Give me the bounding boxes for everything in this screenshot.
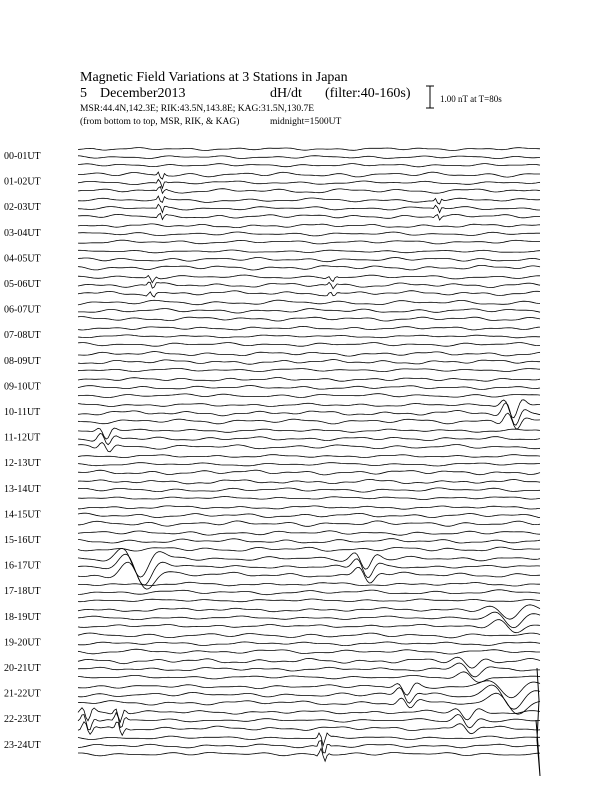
station-trace-msr	[78, 394, 540, 398]
station-trace-kag	[78, 300, 540, 305]
trace-lines	[78, 148, 540, 776]
station-trace-kag	[78, 172, 540, 179]
station-trace-rik	[78, 179, 540, 188]
station-trace-kag	[78, 224, 540, 228]
station-trace-rik	[78, 403, 540, 426]
station-trace-rik	[78, 258, 540, 262]
station-trace-rik	[78, 741, 540, 753]
hour-label: 20-21UT	[4, 663, 41, 674]
station-trace-rik	[78, 204, 540, 212]
station-trace-kag	[78, 657, 540, 668]
station-trace-kag	[78, 148, 540, 151]
hour-label: 05-06UT	[4, 279, 41, 290]
station-trace-rik	[78, 386, 540, 390]
station-trace-msr	[78, 213, 540, 220]
station-trace-kag	[78, 605, 540, 619]
hour-label: 01-02UT	[4, 176, 41, 188]
station-trace-kag	[78, 400, 540, 418]
station-trace-msr	[78, 722, 540, 736]
station-trace-msr	[78, 368, 540, 371]
station-trace-rik	[78, 642, 540, 646]
hour-label: 08-09UT	[4, 355, 41, 367]
hour-label: 16-17UT	[4, 560, 41, 572]
scale-bar	[426, 86, 434, 108]
station-trace-kag	[78, 352, 540, 357]
station-trace-msr	[78, 164, 540, 167]
hour-label: 19-20UT	[4, 637, 41, 649]
station-trace-rik	[78, 434, 540, 445]
station-trace-msr	[78, 620, 540, 633]
station-trace-kag	[78, 548, 540, 577]
hour-label: 00-01UT	[4, 151, 41, 162]
station-trace-kag	[78, 479, 540, 483]
date-month-year: December2013	[100, 86, 186, 101]
hour-label: 09-10UT	[4, 381, 41, 393]
station-trace-rik	[78, 663, 540, 677]
scale-label: 1.00 nT at T=80s	[440, 94, 502, 104]
station-trace-rik	[78, 156, 540, 159]
station-trace-rik	[78, 463, 540, 466]
station-trace-kag	[78, 681, 540, 698]
station-trace-msr	[78, 187, 540, 194]
chart-title: Magnetic Field Variations at 3 Stations in Japan	[80, 70, 348, 85]
hour-label: 04-05UT	[4, 253, 41, 265]
station-trace-kag	[78, 455, 540, 458]
hour-label: 15-16UT	[4, 535, 41, 546]
station-trace-rik	[78, 282, 540, 289]
hour-label: 21-22UT	[4, 688, 41, 700]
station-trace-kag	[78, 633, 540, 638]
station-coordinates: MSR:44.4N,142.3E; RIK:43.5N,143.8E; KAG:31.5N,130.7E	[80, 104, 315, 114]
station-trace-msr	[78, 521, 540, 526]
station-trace-msr	[78, 470, 540, 475]
hour-label: 17-18UT	[4, 586, 41, 598]
quantity-label: dH/dt	[270, 86, 302, 101]
hour-label: 11-12UT	[4, 432, 41, 444]
station-trace-kag	[78, 733, 540, 746]
station-trace-msr	[78, 317, 540, 321]
hour-label: 13-14UT	[4, 483, 41, 495]
hour-labels	[4, 151, 41, 751]
station-trace-msr	[78, 291, 540, 297]
hour-label: 07-08UT	[4, 330, 41, 342]
station-trace-kag	[78, 531, 540, 535]
station-trace-rik	[78, 713, 540, 730]
station-trace-msr	[78, 343, 540, 347]
station-trace-rik	[78, 360, 540, 365]
station-trace-msr	[78, 443, 540, 452]
station-trace-msr	[78, 265, 540, 270]
midnight-note: midnight=1500UT	[270, 117, 342, 127]
station-trace-rik	[78, 513, 540, 517]
station-trace-kag	[78, 378, 540, 382]
station-trace-msr	[78, 497, 540, 500]
station-trace-rik	[78, 590, 540, 595]
date-day: 5	[80, 86, 87, 101]
station-trace-kag	[78, 250, 540, 253]
station-trace-msr	[78, 240, 540, 244]
hour-label: 06-07UT	[4, 304, 41, 316]
station-trace-msr	[78, 748, 540, 761]
end-spike	[536, 668, 540, 776]
hour-label: 18-19UT	[4, 611, 41, 623]
hour-label: 23-24UT	[4, 739, 41, 751]
station-trace-kag	[78, 326, 540, 330]
station-trace-kag	[78, 506, 540, 509]
hour-label: 22-23UT	[4, 714, 41, 726]
filter-label: (filter:40-160s)	[325, 86, 411, 101]
station-trace-rik	[78, 309, 540, 313]
station-trace-msr	[78, 672, 540, 683]
station-trace-rik	[78, 335, 540, 338]
station-trace-kag	[78, 428, 540, 439]
station-trace-rik	[78, 232, 540, 236]
station-trace-msr	[78, 599, 540, 602]
hour-label: 02-03UT	[4, 202, 41, 214]
station-trace-kag	[78, 275, 540, 283]
hour-label: 10-11UT	[4, 407, 41, 418]
station-trace-msr	[78, 547, 540, 551]
station-trace-msr	[78, 413, 540, 429]
hour-label: 12-13UT	[4, 458, 41, 470]
hour-label: 14-15UT	[4, 509, 41, 521]
station-trace-rik	[78, 685, 540, 709]
station-trace-rik	[78, 488, 540, 492]
station-trace-kag	[78, 196, 540, 204]
hour-label: 03-04UT	[4, 227, 41, 239]
station-order-note: (from bottom to top, MSR, RIK, & KAG)	[80, 117, 240, 127]
station-trace-rik	[78, 539, 540, 543]
station-trace-msr	[78, 649, 540, 654]
